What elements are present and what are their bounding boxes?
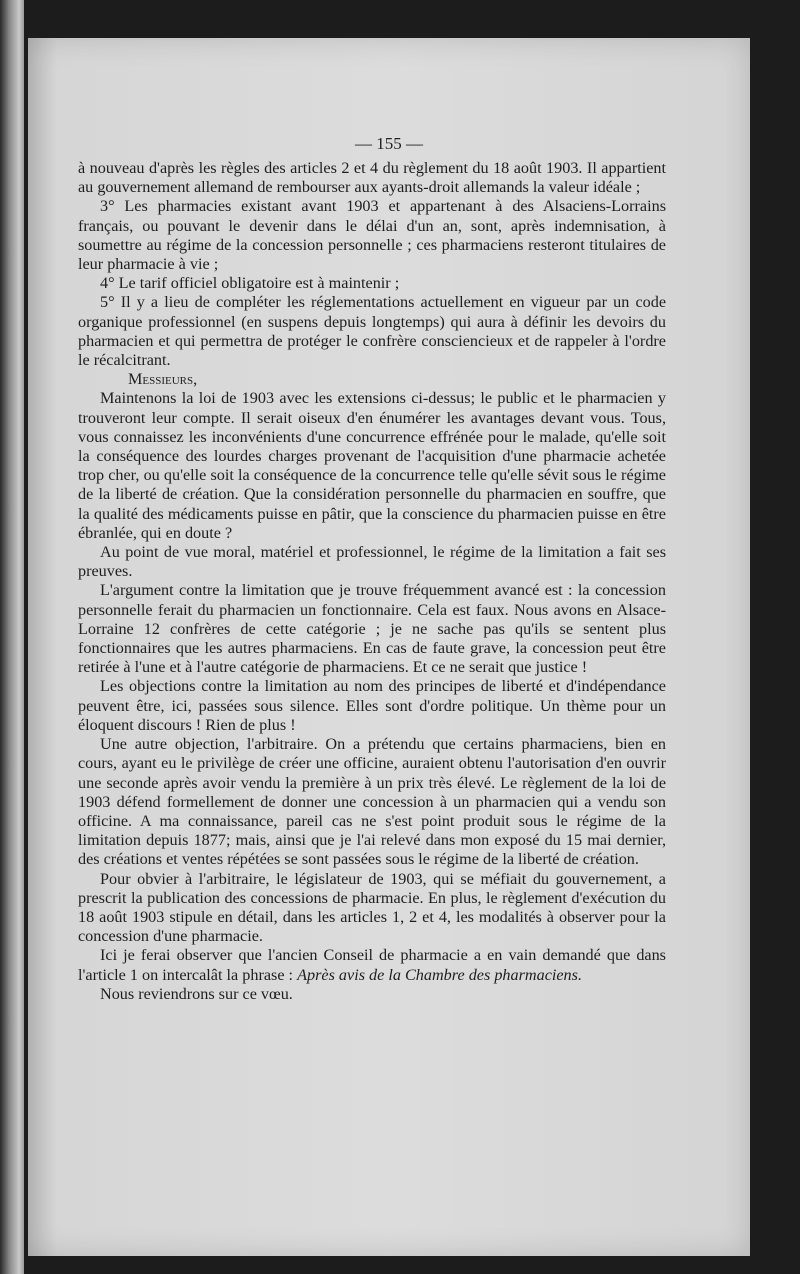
salutation: Messieurs, [128,370,198,389]
body-text [78,159,666,1004]
paragraph: à nouveau d'après les règles des articles 2 et 4 du règlement du 18 août 1903. Il appartient au gouvernement allemand de rembourser aux ayants-droit allemands la valeur idéale ; [78,159,666,197]
facing-page-edge [0,0,24,1274]
paragraph: Une autre objection, l'arbitraire. On a prétendu que certains pharmaciens, bien en cours, ayant eu le privilège de créer une officine, auraient obtenu l'autorisation d'en ouvrir une seconde après avoir vendu la première à un prix très élevé. Le règlement de la loi de 1903 défend formellement de donner une concession à un pharmacien qui a vendu son officine. A ma connaissance, pareil cas ne s'est point produit sous le régime de la limitation depuis 1877; mais, ainsi que je l'ai relevé dans mon exposé du 15 mai dernier, des créations et ventes répétées se sont passées sous le régime de la liberté de création. [78,735,666,869]
paragraph: 4° Le tarif officiel obligatoire est à maintenir ; [100,274,400,293]
paragraph-text: Ici je ferai observer que l'ancien Conseil de pharmacie a en vain demandé que dans l'article 1 on intercalât la phrase : [78,946,666,984]
paragraph: Maintenons la loi de 1903 avec les extensions ci-dessus; le public et le pharmacien y trouveront leur compte. Il serait oiseux d'en énumérer les avantages devant vous. Tous, vous connaissez les inconvénients d'une concurrence effrénée pour le malade, qu'elle soit la conséquence des lourdes charges provenant de l'acquisition d'une pharmacie achetée trop cher, ou qu'elle soit la conséquence de la concurrence telle qu'elle sévit sous le régime de la liberté de création. Que la considération personnelle du pharmacien en souffre, que la qualité des médicaments puisse en pâtir, que la conscience du pharmacien puisse en être ébranlée, qui en doute ? [78,389,666,542]
paragraph [78,946,666,984]
paragraph: Pour obvier à l'arbitraire, le législateur de 1903, qui se méfiait du gouvernement, a prescrit la publication des concessions de pharmacie. En plus, le règlement d'exécution du 18 août 1903 stipule en détail, dans les articles 1, 2 et 4, les modalités à observer pour la concession d'une pharmacie. [78,869,666,946]
paragraph: Au point de vue moral, matériel et professionnel, le régime de la limitation a fait ses preuves. [78,543,666,581]
paragraph: 5° Il y a lieu de compléter les réglementations actuellement en vigueur par un code organique professionnel (en suspens depuis longtemps) qui aura à définir les devoirs du pharmacien et qui permettra de protéger le confrère consciencieux et de rappeler à l'ordre le récalcitrant. [78,293,666,370]
paragraph: Nous reviendrons sur ce vœu. [100,984,293,1003]
page-number: — 155 — [355,134,423,153]
paragraph: L'argument contre la limitation que je trouve fréquemment avancé est : la concession personnelle ferait du pharmacien un fonctionnaire. Cela est faux. Nous avons en Alsace-Lorraine 12 confrères de cette catégorie ; je ne sache pas qu'ils se sentent plus fonctionnaires que les autres pharmaciens. En cas de faute grave, la concession peut être retirée à l'une et à l'autre catégorie de pharmaciens. Et ce ne serait que justice ! [78,581,666,677]
paragraph: 3° Les pharmacies existant avant 1903 et appartenant à des Alsaciens-Lorrains français, ou pouvant le devenir dans le délai d'un an, sont, après indemnisation, à soumettre au régime de la concession personnelle ; ces pharmaciens resteront titulaires de leur pharmacie à vie ; [78,197,666,274]
paragraph: Les objections contre la limitation au nom des principes de liberté et d'indépendance peuvent être, ici, passées sous silence. Elles sont d'ordre politique. Un thème pour un éloquent discours ! Rien de plus ! [78,677,666,734]
book-page [28,38,750,1256]
quoted-phrase: Après avis de la Chambre des pharmaciens. [297,965,583,984]
